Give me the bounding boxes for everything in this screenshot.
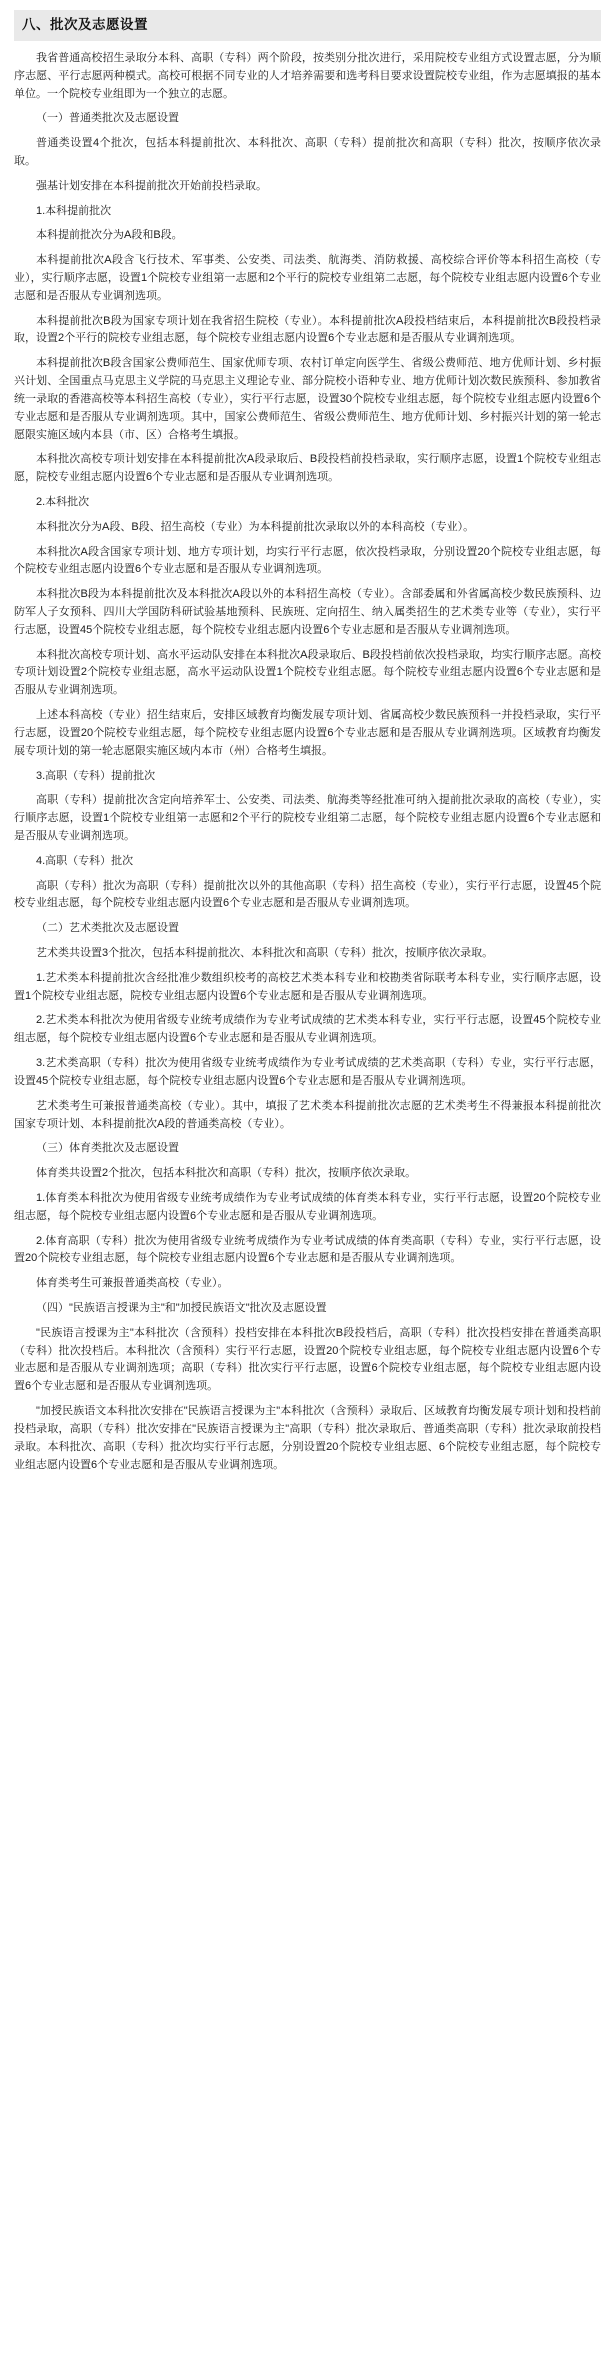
paragraph: 本科批次A段含国家专项计划、地方专项计划，均实行平行志愿，依次投档录取，分别设置20个院校专业组志愿，每个院校专业组志愿内设置6个专业志愿和是否服从专业调剂选项。 [14, 545, 601, 576]
paragraph: 1.体育类本科批次为使用省级专业统考成绩作为专业考试成绩的体育类本科专业，实行平行志愿，设置20个院校专业组志愿，每个院校专业组志愿内设置6个专业志愿和是否服从专业调剂选项。 [14, 1191, 601, 1222]
item-heading: 1.本科提前批次 [36, 204, 112, 217]
paragraph: 高职（专科）提前批次含定向培养军士、公安类、司法类、航海类等经批准可纳入提前批次录取的高校（专业），实行顺序志愿，设置1个院校专业组第一志愿和2个平行的院校专业组第二志愿，每个院校专业组志愿内设置6个专业志愿和是否服从专业调剂选项。 [14, 794, 601, 842]
paragraph: 本科提前批次分为A段和B段。 [36, 229, 183, 242]
item-heading: 3.高职（专科）提前批次 [36, 769, 156, 782]
paragraph: 艺术类考生可兼报普通类高校（专业）。其中，填报了艺术类本科提前批次志愿的艺术类考生不得兼报本科提前批次国家专项计划、本科提前批次A段的普通类高校（专业）。 [14, 1099, 601, 1130]
paragraph: 3.艺术类高职（专科）批次为使用省级专业统考成绩作为专业考试成绩的艺术类高职（专科）专业，实行平行志愿，设置45个院校专业组志愿，每个院校专业组志愿内设置6个专业志愿和是否服从专业调剂选项。 [14, 1057, 601, 1087]
paragraph: 1.艺术类本科提前批次含经批准少数组织校考的高校艺术类本科专业和校勘类省际联考本科专业，实行顺序志愿，设置1个院校专业组志愿，院校专业组志愿内设置6个专业志愿和是否服从专业调剂选项。 [14, 971, 601, 1002]
item-heading: 2.本科批次 [36, 495, 90, 508]
paragraph: 高职（专科）批次为高职（专科）提前批次以外的其他高职（专科）招生高校（专业），实行平行志愿，设置45个院校专业组志愿，每个院校专业组志愿内设置6个专业志愿和是否服从专业调剂选项。 [14, 879, 601, 910]
paragraph: "民族语言授课为主"本科批次（含预科）投档安排在本科批次B段投档后，高职（专科）批次投档安排在普通类高职（专科）批次投档后。本科批次（含预科）实行平行志愿，设置20个院校专业组志愿，每个院校专业组志愿内设置6个专业志愿和是否服从专业调剂选项；高职（专科）批次实行平行志愿，设置6个院校专业组志愿，每个院校专业组志愿内设置6个专业志愿和是否服从专业调剂选项。 [14, 1326, 601, 1393]
subsection-heading: （二）艺术类批次及志愿设置 [36, 922, 179, 935]
paragraph: 本科批次分为A段、B段、招生高校（专业）为本科提前批次录取以外的本科高校（专业）。 [36, 520, 475, 533]
subsection-heading: （一）普通类批次及志愿设置 [36, 112, 179, 125]
subsection-heading: （四）"民族语言授课为主"和"加授民族语文"批次及志愿设置 [36, 1302, 327, 1315]
document-body [14, 50, 601, 1474]
paragraph: 强基计划安排在本科提前批次开始前投档录取。 [36, 179, 267, 192]
paragraph: 体育类共设置2个批次，包括本科批次和高职（专科）批次，按顺序依次录取。 [36, 1167, 417, 1180]
item-heading: 4.高职（专科）批次 [36, 854, 134, 867]
paragraph: 我省普通高校招生录取分本科、高职（专科）两个阶段，按类别分批次进行，采用院校专业组方式设置志愿，分为顺序志愿、平行志愿两种模式。高校可根据不同专业的人才培养需要和选考科目要求设置院校专业组，作为志愿填报的基本单位。一个院校专业组即为一个独立的志愿。 [14, 51, 601, 100]
paragraph: 本科批次B段为本科提前批次及本科批次A段以外的本科招生高校（专业）。含部委属和外省属高校少数民族预科、边防军人子女预科、四川大学国防科研试验基地预科、民族班、定向招生、纳入属类招生的艺术类专业等（专业），实行平行志愿，设置45个院校专业组志愿，每个院校专业组志愿内设置6个专业志愿和是否服从专业调剂选项。 [14, 588, 601, 636]
page-title: 八、批次及志愿设置 [14, 10, 601, 41]
subsection-heading: （三）体育类批次及志愿设置 [36, 1142, 179, 1155]
paragraph: 本科提前批次A段含飞行技术、军事类、公安类、司法类、航海类、消防救援、高校综合评价等本科招生高校（专业），实行顺序志愿，设置1个院校专业组第一志愿和2个平行的院校专业组第二志愿，每个院校专业组志愿内设置6个专业志愿和是否服从专业调剂选项。 [14, 254, 601, 302]
paragraph: 2.体育高职（专科）批次为使用省级专业统考成绩作为专业考试成绩的体育类高职（专科）专业，实行平行志愿，设置20个院校专业组志愿，每个院校专业组志愿内设置6个专业志愿和是否服从专业调剂选项。 [14, 1234, 601, 1265]
paragraph: 本科批次高校专项计划、高水平运动队安排在本科批次A段录取后、B段投档前依次投档录取，均实行顺序志愿。高校专项计划设置2个院校专业组志愿，高水平运动队设置1个院校专业组志愿。每个院校专业组志愿内设置6个专业志愿和是否服从专业调剂选项。 [14, 648, 601, 697]
paragraph: 本科提前批次B段含国家公费师范生、国家优师专项、农村订单定向医学生、省级公费师范、地方优师计划、乡村振兴计划、全国重点马克思主义学院的马克思主义理论专业、部分院校小语种专业、地方优师计划次数民族预科、参加教省统一录取的香港高校等本科招生高校（专业），实行平行志愿，设置30个院校专业组志愿，每个院校专业组志愿内设置6个专业志愿和是否服从专业调剂选项。其中，国家公费师范生、省级公费师范生、地方优师计划、乡村振兴计划的第一轮志愿限实施区域内本县（市、区）合格考生填报。 [14, 357, 601, 441]
paragraph: 体育类考生可兼报普通类高校（专业）。 [36, 1277, 229, 1290]
paragraph: "加授民族语文本科批次安排在"民族语言授课为主"本科批次（含预科）录取后、区域教育均衡发展专项计划和投档前投档录取，高职（专科）批次安排在"民族语言授课为主"高职（专科）批次录取后、普通类高职（专科）批次录取前投档录取。本科批次、高职（专科）批次均实行平行志愿，分别设置20个院校专业组志愿、6个院校专业组志愿，每个院校专业组志愿内设置6个专业志愿和是否服从专业调剂选项。 [14, 1405, 601, 1471]
paragraph: 2.艺术类本科批次为使用省级专业统考成绩作为专业考试成绩的艺术类本科专业，实行平行志愿，设置45个院校专业组志愿，每个院校专业组志愿内设置6个专业志愿和是否服从专业调剂选项。 [14, 1014, 601, 1045]
paragraph: 本科批次高校专项计划安排在本科提前批次A段录取后、B段投档前投档录取，实行顺序志愿，设置1个院校专业组志愿，院校专业组志愿内设置6个专业志愿和是否服从专业调剂选项。 [14, 453, 601, 484]
paragraph: 本科提前批次B段为国家专项计划在我省招生院校（专业）。本科提前批次A段投档结束后，本科提前批次B段投档录取，设置2个平行的院校专业组志愿，每个院校专业组志愿内设置6个专业志愿和是否服从专业调剂选项。 [14, 314, 601, 345]
paragraph: 上述本科高校（专业）招生结束后，安排区域教育均衡发展专项计划、省属高校少数民族预科一并投档录取，实行平行志愿，设置20个院校专业组志愿，每个院校专业组志愿内设置6个专业志愿和是否服从专业调剂选项。区域教育均衡发展专项计划的第一轮志愿限实施区域内本市（州）合格考生填报。 [14, 709, 601, 757]
paragraph: 普通类设置4个批次，包括本科提前批次、本科批次、高职（专科）提前批次和高职（专科）批次，按顺序依次录取。 [14, 137, 601, 167]
paragraph: 艺术类共设置3个批次，包括本科提前批次、本科批次和高职（专科）批次，按顺序依次录取。 [36, 947, 494, 960]
